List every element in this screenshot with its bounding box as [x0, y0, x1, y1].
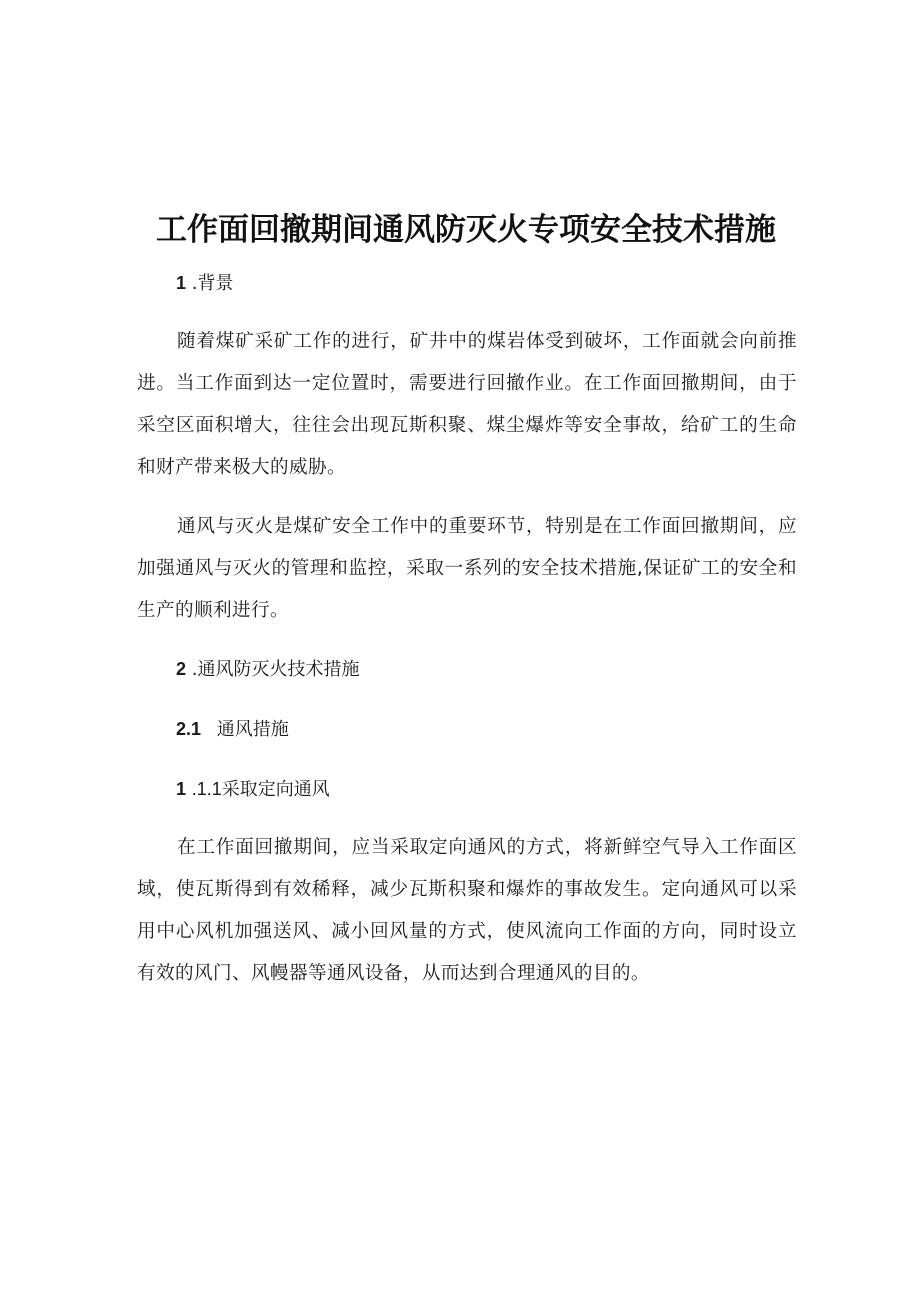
- section-number: 2.1: [176, 719, 202, 739]
- section-heading-measures: [176, 656, 359, 683]
- section-label: 通风措施: [216, 719, 289, 740]
- subsection-heading-ventilation: [176, 716, 289, 743]
- section-number: 2: [176, 659, 187, 679]
- document-title: 工作面回撤期间通风防灭火专项安全技术措施: [156, 212, 776, 248]
- section-number: 1: [176, 273, 187, 293]
- paragraph-importance: 通风与灭火是煤矿安全工作中的重要环节，特别是在工作面回撤期间，应加强通风与灭火的管理和监控，采取一系列的安全技术措施,保证矿工的安全和生产的顺利进行。: [137, 516, 797, 621]
- section-number: 1: [176, 779, 187, 799]
- section-label: .1.1采取定向通风: [191, 779, 330, 799]
- section-heading-background: [176, 270, 233, 297]
- section-label: .背景: [191, 273, 234, 294]
- subsubsection-heading-directional-ventilation: [176, 776, 330, 803]
- section-label: .通风防灭火技术措施: [191, 659, 360, 680]
- paragraph-background: 随着煤矿采矿工作的进行，矿井中的煤岩体受到破坏，工作面就会向前推进。当工作面到达一定位置时，需要进行回撤作业。在工作面回撤期间，由于采空区面积增大，往往会出现瓦斯积聚、煤尘爆炸等安全事故，给矿工的生命和财产带来极大的威胁。: [137, 331, 797, 478]
- paragraph-directional-ventilation: 在工作面回撤期间，应当采取定向通风的方式，将新鲜空气导入工作面区域，使瓦斯得到有效稀释，减少瓦斯积聚和爆炸的事故发生。定向通风可以采用中心风机加强送风、减小回风量的方式，使风流向工作面的方向，同时设立有效的风门、风幔器等通风设备，从而达到合理通风的目的。: [137, 837, 797, 984]
